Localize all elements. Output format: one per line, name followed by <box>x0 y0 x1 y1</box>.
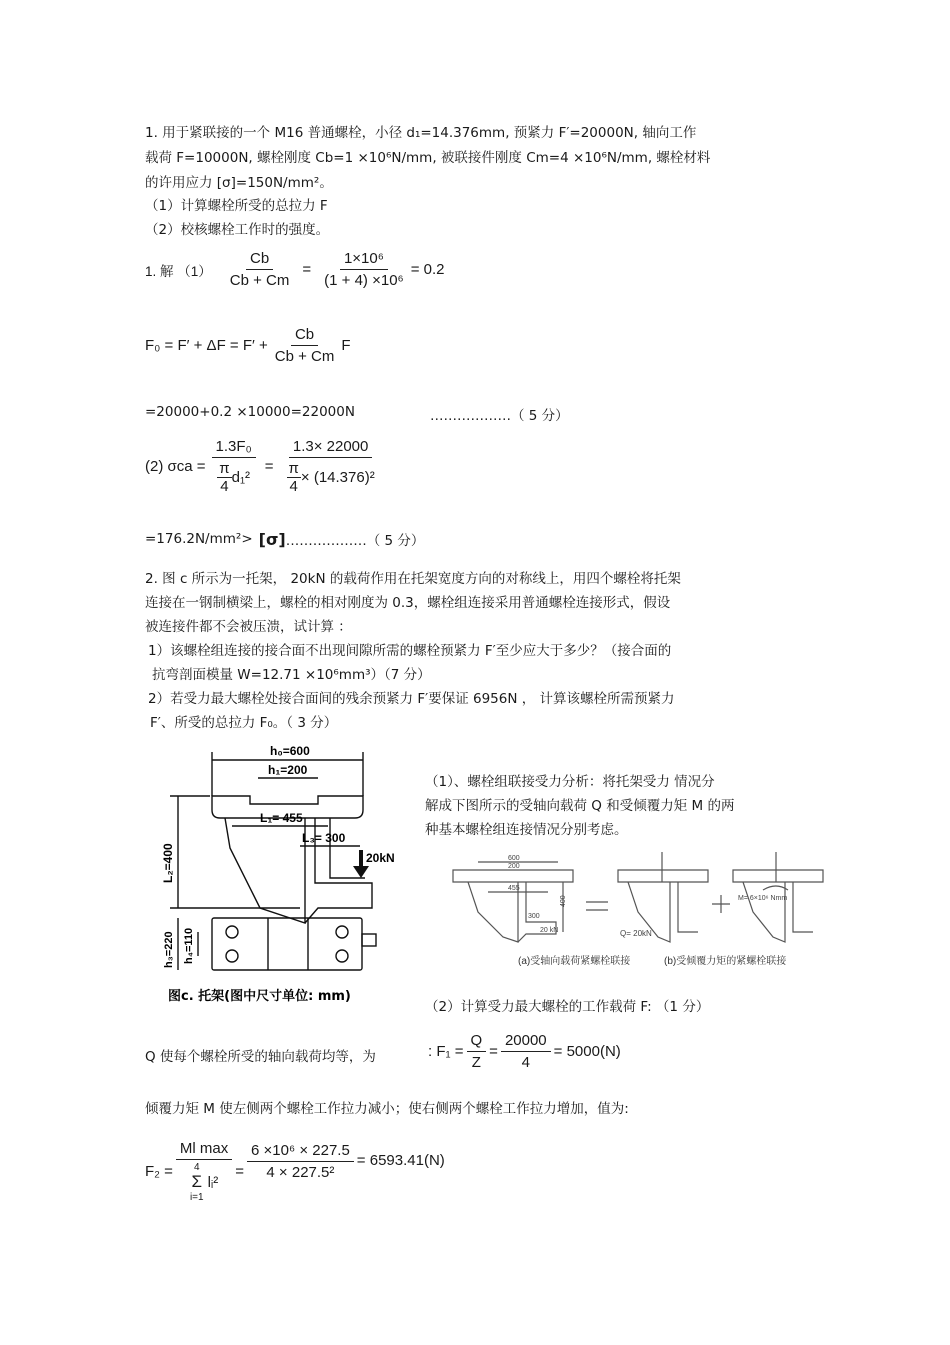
q1-line2: 载荷 F=10000N, 螺栓刚度 Cb=1 ×10⁶N/mm, 被联接件刚度 Cm=4 ×10⁶N/mm, 螺栓材料 <box>145 150 711 166</box>
stress-frac1-num: 1.3F₀ <box>212 438 256 458</box>
sigma-value: =176.2N/mm²> <box>145 531 253 547</box>
moment-text: 倾覆力矩 M 使左侧两个螺栓工作拉力减小；使右侧两个螺栓工作拉力增加，值为: <box>145 1101 629 1117</box>
small-dim-200: 200 <box>508 863 520 870</box>
f1-text: Q 使每个螺栓所受的轴向载荷均等，为 <box>145 1049 376 1065</box>
small-dim-455: 455 <box>508 885 520 892</box>
ratio-rhs-den: (1 + 4) ×10⁶ <box>324 272 404 289</box>
small-dim-600: 600 <box>508 855 520 862</box>
figure-caption: 图c. 托架(图中尺寸单位: mm) <box>168 989 351 1004</box>
f2-sum-symbol: Σ <box>191 1172 202 1191</box>
f2-lhs: F₂ = <box>145 1162 173 1180</box>
f0-value: =20000+0.2 ×10000=22000N <box>145 404 355 420</box>
solution-label: 1. 解 （1） <box>145 263 212 279</box>
f1-result: = 5000(N) <box>553 1043 621 1060</box>
stress-frac2-pi: π <box>288 460 299 477</box>
f2-den2: 4 × 227.5² <box>266 1164 335 1181</box>
dim-h1: h₁=200 <box>268 763 308 777</box>
f0-equation <box>145 326 351 365</box>
stress-frac1-pi: π <box>219 460 230 477</box>
caption-a: (a)受轴向载荷紧螺栓联接 <box>518 956 631 967</box>
f0-lhs: F₀ = F′ + ΔF = F′ + <box>145 337 268 354</box>
sigma-line <box>145 529 424 549</box>
f2-result: = 6593.41(N) <box>356 1152 445 1169</box>
stress-frac1-4: 4 <box>220 478 229 495</box>
f1-den1: Z <box>471 1054 481 1071</box>
small-load-20kn: 20 kN <box>540 927 559 934</box>
f2-num2: 6 ×10⁶ × 227.5 <box>247 1142 354 1162</box>
analysis-line3: 种基本螺栓组连接情况分别考虑。 <box>425 822 628 838</box>
q2-sub1a: 1）该螺栓组连接的接合面不出现间隙所需的螺栓预紧力 F′至少应大于多少？（接合面的 <box>148 643 672 659</box>
q2-line2: 连接在一钢制横梁上，螺栓的相对刚度为 0.3，螺栓组连接采用普通螺栓连接形式，假设 <box>145 595 671 611</box>
stress-frac1-d: d₁² <box>231 469 251 486</box>
ratio-lhs-den: Cb + Cm <box>229 272 290 289</box>
q1-part1: （1）计算螺栓所受的总拉力 F <box>145 198 328 214</box>
dim-l2: L₂=400 <box>161 843 175 883</box>
f0-frac-num: Cb <box>291 326 318 346</box>
dim-h4: h₄=110 <box>183 927 195 964</box>
dim-h0: h₀=600 <box>270 744 310 758</box>
q2-line1: 2. 图 c 所示为一托架， 20kN 的载荷作用在托架宽度方向的对称线上，用四个螺栓将托架 <box>145 571 681 587</box>
analysis-line1: （1）、螺栓组联接受力分析：将托架受力 情况分 <box>425 774 715 790</box>
ratio-rhs-num: 1×10⁶ <box>340 250 388 270</box>
f0-score: ………………（ 5 分） <box>430 408 569 424</box>
bracket-figure <box>150 738 410 1010</box>
q1-line3: 的许用应力 [σ]=150N/mm²。 <box>145 175 333 191</box>
analysis-line2: 解成下图所示的受轴向载荷 Q 和受倾覆力矩 M 的两 <box>425 798 735 814</box>
q2-line3: 被连接件都不会被压溃，试计算 ： <box>145 619 352 635</box>
q2-sub2b: F′、所受的总拉力 F₀。（ 3 分） <box>150 715 338 731</box>
q1-line1: 1. 用于紧联接的一个 M16 普通螺栓，小径 d₁=14.376mm, 预紧力 F′=20000N, 轴向工作 <box>145 125 697 141</box>
f2-num1: Ml max <box>176 1140 232 1160</box>
load-label: 20kN <box>366 851 395 865</box>
f1-num1: Q <box>467 1032 487 1052</box>
f1-den2: 4 <box>521 1054 530 1071</box>
q-label: Q= 20kN <box>620 929 652 938</box>
small-dim-300: 300 <box>528 913 540 920</box>
ratio-equation: 1. 解 （1） $\frac{Cb}{Cb + Cm}$ = $\frac{\text{1×10⁶}}{\text{(1 + 4) ×10⁶}}$ = 0.2 <box>145 250 445 289</box>
f0-tail: F <box>341 337 351 354</box>
dim-h3: h₃=220 <box>163 931 175 968</box>
stress-frac2-num: 1.3× 22000 <box>289 438 373 458</box>
f1-equation: : F₁ = $\frac{Q}{Z}$ = $\frac{20000}{4}$ = 5000(N) <box>428 1032 621 1071</box>
m-label: M= 6×10⁶ Nmm <box>738 895 788 902</box>
f0-frac-den: Cb + Cm <box>274 348 335 365</box>
f2-sum-top: 4 <box>193 1162 200 1173</box>
sigma-score: ………………（ 5 分） <box>285 533 425 549</box>
dim-l3: L₃= 300 <box>302 831 346 845</box>
f2-equation: F₂ = Ml max 4 Σ i=1 lᵢ² = $\frac{\text{6 ×10⁶ × 227.5}}{\text{4 × 227.5²}}$ = 6593.41(N) <box>145 1140 445 1203</box>
f1-lhs: : F₁ = <box>428 1043 464 1060</box>
q1-part2: （2）校核螺栓工作时的强度。 <box>145 222 330 238</box>
stress-frac2-4: 4 <box>289 478 298 495</box>
decomposition-figure <box>448 852 828 970</box>
dim-l1: L₁= 455 <box>260 811 303 825</box>
stress-equation: (2) σca = 1.3F₀ $\frac{\pi}{4}$ d₁² = 1.3× 22000 $\frac{\pi}{4}$ × (14.376)² <box>145 438 375 495</box>
stress-frac2-d: × (14.376)² <box>300 469 375 486</box>
f2-sum-bottom: i=1 <box>189 1191 204 1203</box>
caption-b: (b)受倾覆力矩的紧螺栓联接 <box>664 956 787 967</box>
ratio-lhs-num: Cb <box>246 250 273 270</box>
f1-num2: 20000 <box>501 1032 551 1052</box>
sigma-bracket: [σ] <box>258 529 286 549</box>
f2-sum-var: lᵢ² <box>207 1173 219 1191</box>
analysis-step2: （2）计算受力最大螺栓的工作载荷 F: （1 分） <box>425 999 710 1015</box>
ratio-result: = 0.2 <box>410 261 445 278</box>
small-dim-400: 400 <box>560 895 567 907</box>
q2-sub1b: 抗弯剖面模量 W=12.71 ×10⁶mm³）（7 分） <box>152 667 431 683</box>
q2-sub2a: 2）若受力最大螺栓处接合面间的残余预紧力 F′要保证 6956N ， 计算该螺栓所需预紧力 <box>148 691 675 707</box>
stress-label: (2) σca = <box>145 458 206 475</box>
